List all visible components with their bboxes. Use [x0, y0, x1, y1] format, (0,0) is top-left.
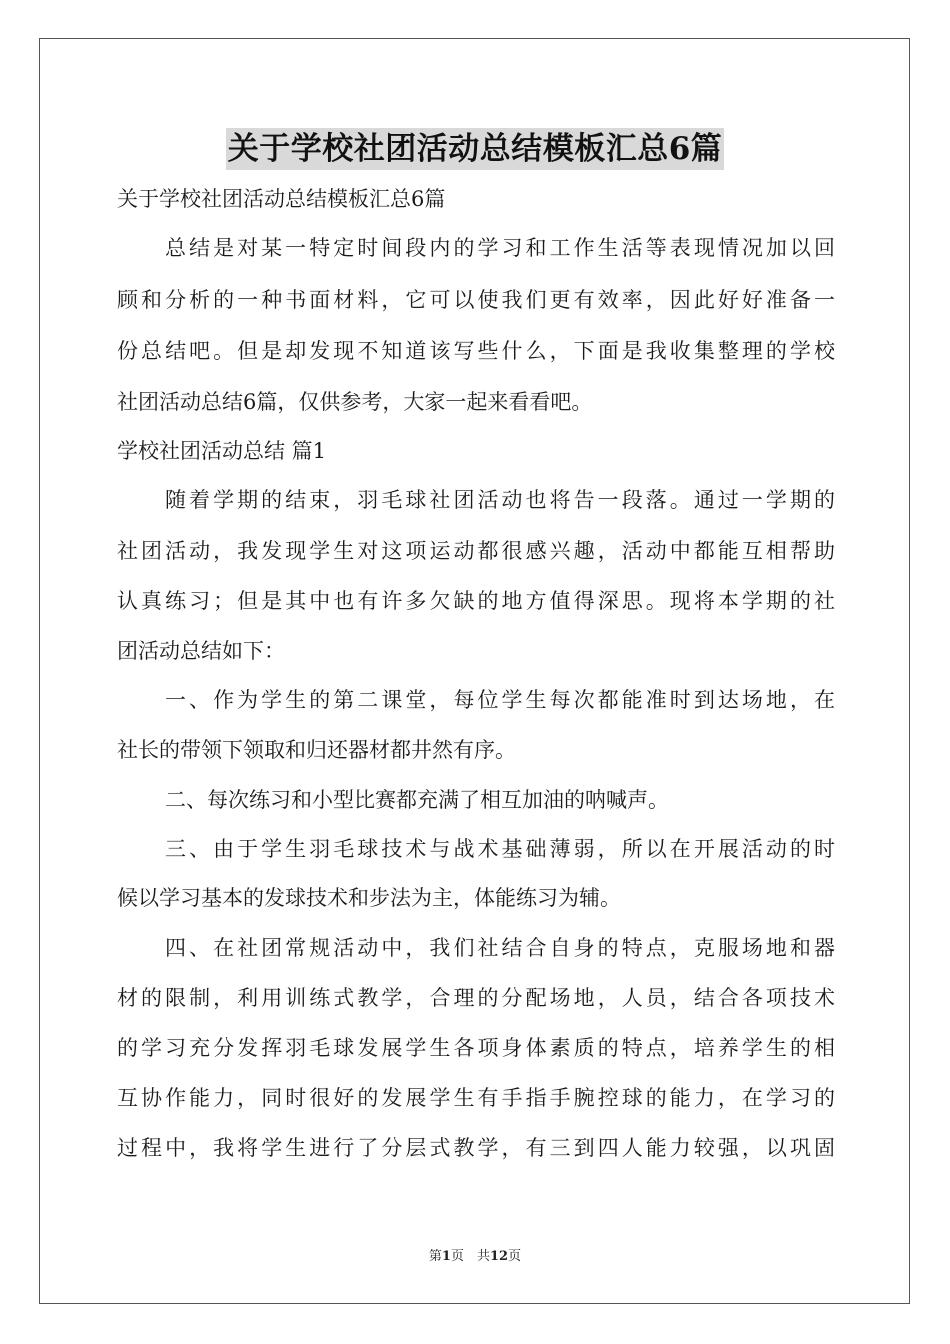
paragraph-line: 社团活动，我发现学生对这项运动都很感兴趣，活动中都能互相帮助	[117, 539, 835, 563]
paragraph-line: 顾和分析的一种书面材料，它可以使我们更有效率，因此好好准备一	[117, 288, 835, 312]
paragraph-line: 的学习充分发挥羽毛球发展学生各项身体素质的特点，培养学生的相	[117, 1036, 835, 1060]
paragraph-line: 社团活动总结6篇，仅供参考，大家一起来看看吧。	[117, 390, 593, 414]
subtitle-line: 关于学校社团活动总结模板汇总6篇	[117, 187, 446, 211]
paragraph-line: 三、由于学生羽毛球技术与战术基础薄弱，所以在开展活动的时	[165, 837, 835, 861]
paragraph-line: 材的限制，利用训练式教学，合理的分配场地，人员，结合各项技术	[117, 986, 835, 1010]
paragraph-line: 一、作为学生的第二课堂，每位学生每次都能准时到达场地，在	[165, 688, 835, 712]
page-suffix: 页	[508, 1249, 522, 1264]
paragraph-line: 社长的带领下领取和归还器材都井然有序。	[117, 738, 516, 762]
page-prefix: 第	[428, 1249, 442, 1264]
paragraph-line: 份总结吧。但是却发现不知道该写些什么，下面是我收集整理的学校	[117, 339, 835, 363]
paragraph-line: 过程中，我将学生进行了分层式教学，有三到四人能力较强，以巩固	[117, 1136, 835, 1160]
paragraph-line: 四、在社团常规活动中，我们社结合自身的特点，克服场地和器	[165, 936, 835, 960]
title-container	[0, 128, 950, 170]
paragraph-line: 总结是对某一特定时间段内的学习和工作生活等表现情况加以回	[165, 236, 835, 260]
paragraph-line: 互协作能力，同时很好的发展学生有手指手腕控球的能力，在学习的	[117, 1086, 835, 1110]
page-mid: 页 共	[450, 1249, 490, 1264]
page-total: 12	[489, 1249, 509, 1264]
page-border	[39, 38, 910, 1304]
page-current: 1	[441, 1249, 451, 1264]
paragraph-line: 团活动总结如下：	[117, 639, 285, 663]
section-heading: 学校社团活动总结 篇1	[117, 439, 327, 463]
paragraph-line: 随着学期的结束，羽毛球社团活动也将告一段落。通过一学期的	[165, 488, 835, 512]
paragraph-line: 二、每次练习和小型比赛都充满了相互加油的呐喊声。	[165, 788, 669, 812]
paragraph-line: 认真练习；但是其中也有许多欠缺的地方值得深思。现将本学期的社	[117, 589, 835, 613]
paragraph-line: 候以学习基本的发球技术和步法为主，体能练习为辅。	[117, 886, 621, 910]
page-footer	[0, 1248, 950, 1266]
document-title: 关于学校社团活动总结模板汇总6篇	[226, 128, 725, 170]
